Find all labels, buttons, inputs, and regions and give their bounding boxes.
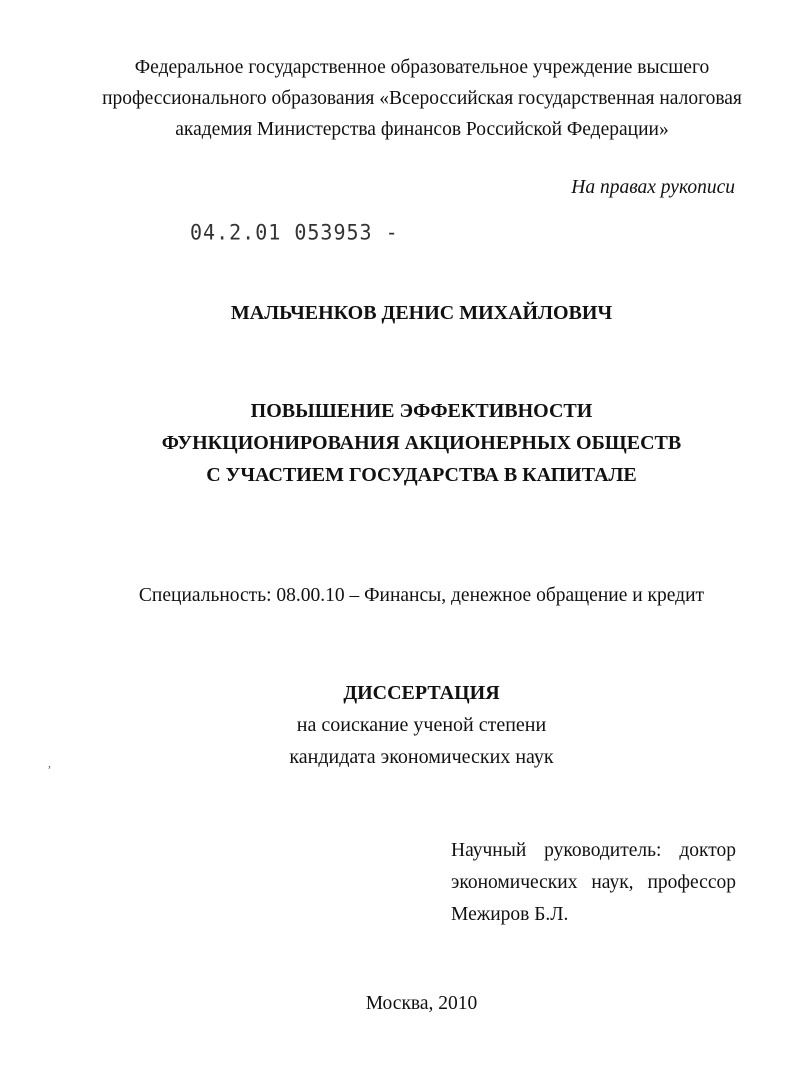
supervisor-block (451, 835, 736, 931)
dissertation-heading: ДИССЕРТАЦИЯ (343, 682, 500, 704)
supervisor-word: наук, (591, 872, 634, 893)
author-name: МАЛЬЧЕНКОВ ДЕНИС МИХАЙЛОВИЧ (230, 302, 613, 324)
institution-line: Федеральное государственное образовательное учреждение высшего (134, 57, 710, 78)
supervisor-row (451, 867, 736, 899)
supervisor-word: Научный (451, 840, 527, 861)
registration-stamp: 04.2.01 053953 - (190, 219, 399, 245)
title-line: ПОВЫШЕНИЕ ЭФФЕКТИВНОСТИ (250, 400, 593, 422)
degree-line: кандидата экономических наук (289, 746, 554, 768)
stray-mark: , (48, 756, 51, 770)
specialty-line: Специальность: 08.00.10 – Финансы, денежное обращение и кредит (138, 585, 705, 606)
supervisor-word: доктор (679, 840, 736, 861)
manuscript-rights-note: На правах рукописи (571, 177, 735, 198)
degree-block (0, 677, 797, 773)
city-year: Москва, 2010 (365, 993, 478, 1014)
supervisor-row (451, 835, 736, 867)
supervisor-word: экономических (451, 872, 578, 893)
supervisor-name: Межиров Б.Л. (451, 904, 569, 925)
institution-line: академия Министерства финансов Российской Федерации» (175, 119, 669, 140)
institution-line: профессионального образования «Всероссийская государственная налоговая (102, 88, 742, 109)
institution-name (60, 52, 784, 145)
title-line: С УЧАСТИЕМ ГОСУДАРСТВА В КАПИТАЛЕ (206, 464, 637, 486)
dissertation-title (0, 395, 797, 491)
supervisor-word: профессор (647, 872, 736, 893)
supervisor-word: руководитель: (544, 840, 662, 861)
degree-line: на соискание ученой степени (296, 714, 547, 736)
title-line: ФУНКЦИОНИРОВАНИЯ АКЦИОНЕРНЫХ ОБЩЕСТВ (161, 432, 682, 454)
